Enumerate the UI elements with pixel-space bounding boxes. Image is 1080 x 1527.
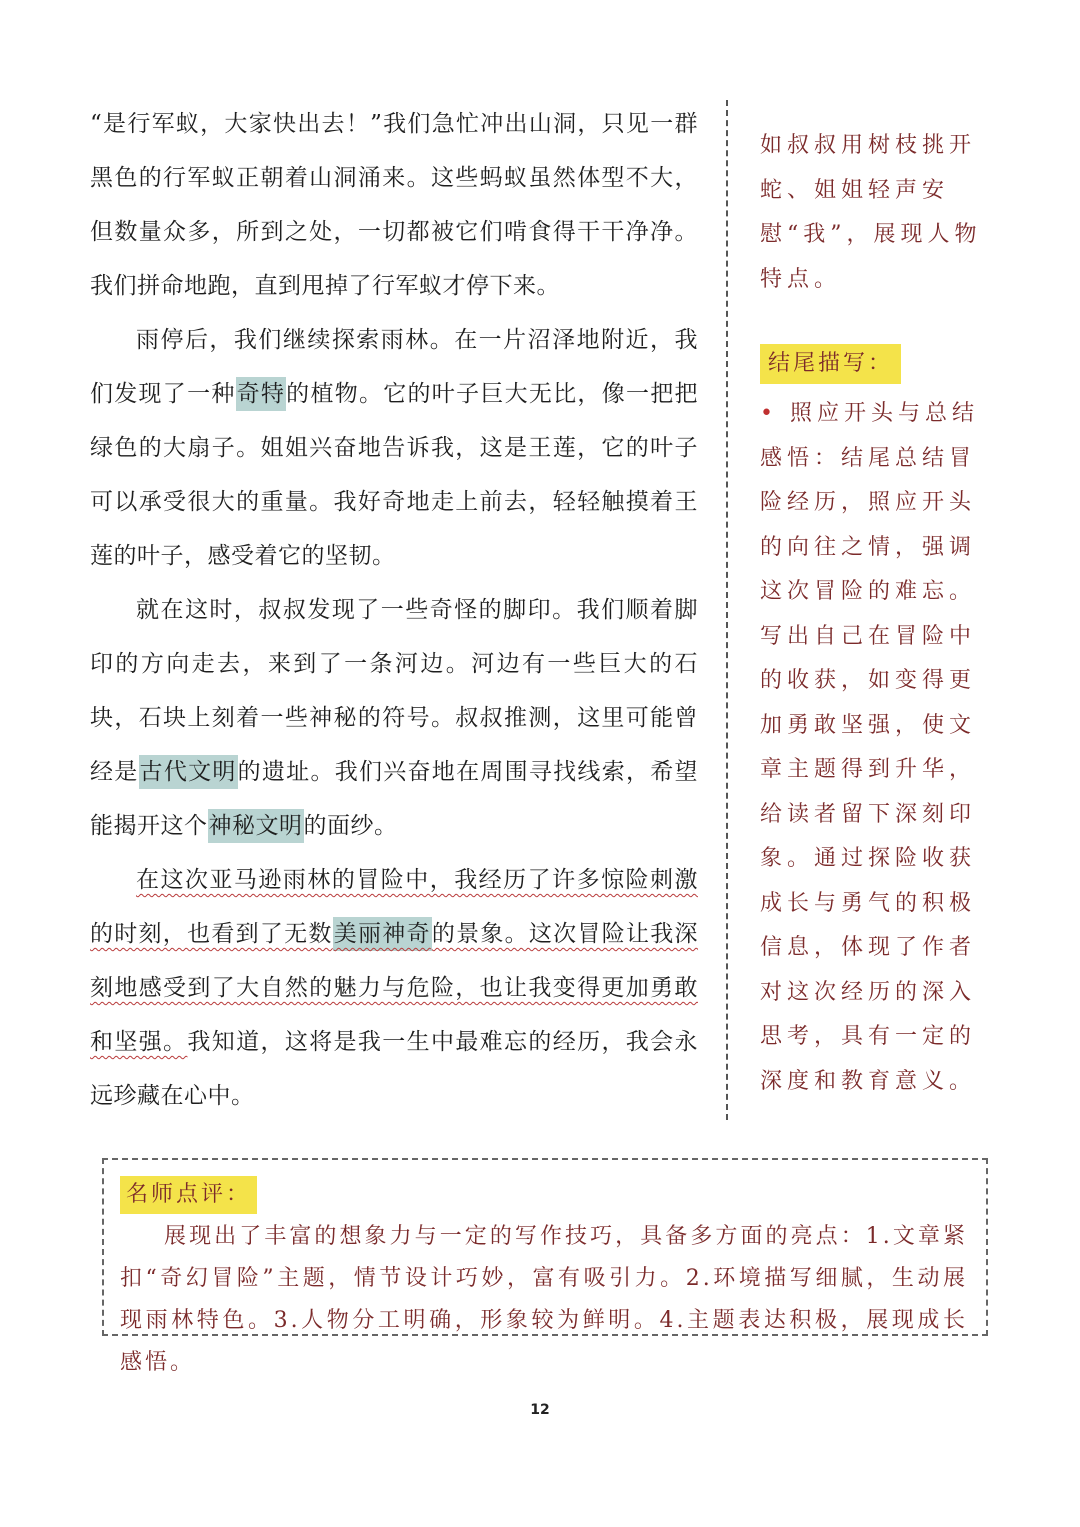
essay-text: 就在这时，叔叔发现了一些奇怪的脚印。我们顺着脚印的方向走去，来到了一条河边。河边有一些巨大的石块，石块上刻着一些神秘的符号。叔叔推测，这里可能曾经是 [90,597,698,785]
essay-text: 的遗址。我们兴奋地在周围寻找线索，希望能揭开这个 [90,759,699,839]
essay-text: 的植物。它的叶子巨大无比，像一把把绿色的大扇子。姐姐兴奋地告诉我，这是王莲，它的叶子可以承受很大的重量。我好奇地走上前去，轻轻触摸着王莲的叶子，感受着它的坚韧。 [90,381,699,569]
annotation-note-characters: 如叔叔用树枝挑开蛇、姐姐轻声安慰“我”，展现人物特点。 [760,133,982,292]
essay-paragraph-1: “是行军蚁，大家快出去！”我们急忙冲出山洞，只见一群黑色的行军蚁正朝着山洞涌来。这些蚂蚁虽然体型不大，但数量众多，所到之处，一切都被它们啃食得干干净净。我们拼命地跑，直到甩掉了行军蚁才停下来。 [90,111,698,299]
teacher-comment-tag: 名师点评： [120,1176,257,1214]
essay-paragraph-2 [90,313,698,583]
page-number: 12 [530,1402,550,1418]
highlighted-phrase: 古代文明 [139,755,238,789]
annotation-note-ending-text: 照应开头与总结感悟：结尾总结冒险经历，照应开头的向往之情，强调这次冒险的难忘。写出自己在冒险中的收获，如变得更加勇敢坚强，使文章主题得到升华，给读者留下深刻印象。通过探险收获成长与勇气的积极信息，体现了作者对这次经历的深入思考，具有一定的深度和教育意义。 [760,401,979,1094]
underlined-sentence: 的景象。这次冒险让我深刻地感受到了大自然的魅力与危险，也让我变得更加勇敢和坚强。 [90,921,699,1055]
annotation-tag-ending: 结尾描写： [760,344,901,384]
bullet-icon: • [760,401,778,426]
annotation-column [760,124,995,1104]
essay-text: 的面纱。 [303,813,398,839]
highlighted-phrase: 奇特 [236,377,287,411]
underlined-sentence: 在这次亚马逊雨林的冒险中，我经历了许多惊险刺激的时刻，也看到了无数 [90,867,698,947]
essay-paragraph-3 [90,583,698,853]
highlighted-phrase: 美丽神奇 [333,917,432,951]
teacher-comment-box [102,1158,988,1375]
column-divider [726,100,728,1120]
highlighted-phrase: 神秘文明 [208,809,304,843]
essay-text: 我知道，这将是我一生中最难忘的经历，我会永远珍藏在心中。 [90,1029,699,1109]
annotation-note-ending [760,392,995,1104]
essay-body [90,97,698,1123]
teacher-comment-text: 展现出了丰富的想象力与一定的写作技巧，具备多方面的亮点：1.文章紧扣“奇幻冒险”主题，情节设计巧妙，富有吸引力。2.环境描写细腻，生动展现雨林特色。3.人物分工明确，形象较为鲜明。4.主题表达积极，展现成长感悟。 [120,1224,968,1375]
essay-text: 雨停后，我们继续探索雨林。在一片沼泽地附近，我们发现了一种 [90,327,698,407]
essay-paragraph-4 [90,853,698,1123]
